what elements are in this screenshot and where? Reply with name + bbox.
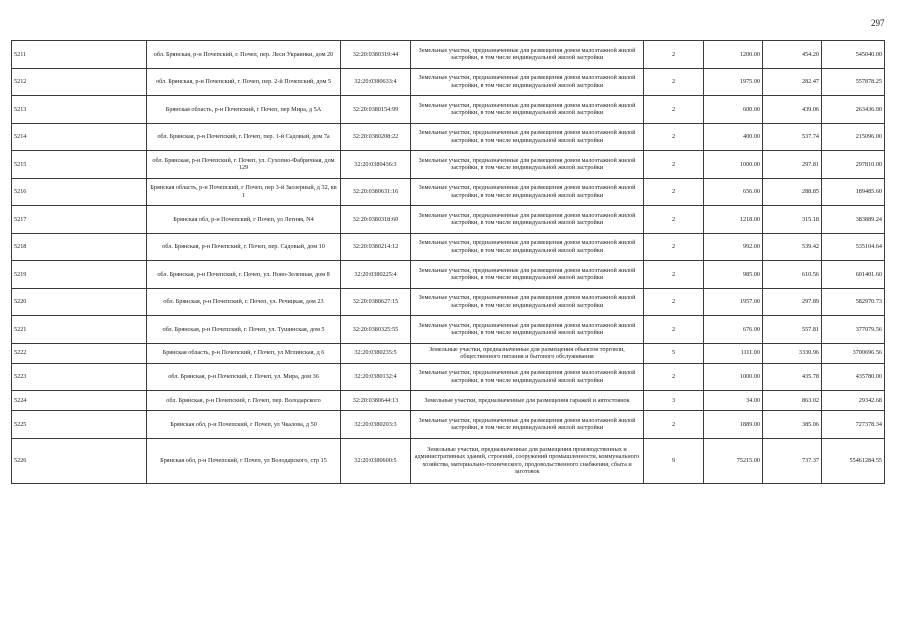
row-unit-value: 282.47 — [763, 68, 822, 96]
row-area: 1957.00 — [704, 288, 763, 316]
row-group: 2 — [644, 41, 704, 69]
row-id: 5221 — [12, 316, 147, 344]
table-row — [12, 363, 885, 391]
row-group: 3 — [644, 391, 704, 411]
row-address: обл. Брянская, р-н Почепский, г. Почеп, ул. Мира, дом 36 — [147, 363, 341, 391]
row-land-use: Земельные участки, предназначенные для размещения домов малоэтажной жилой застройки, в том числе индивидуальной жилой застройки — [411, 41, 644, 69]
row-address: Брянская область, р-н Почепский, г Почеп, ул Мглинская, д 6 — [147, 343, 341, 363]
table-row — [12, 233, 885, 261]
row-land-use: Земельные участки, предназначенные для размещения домов малоэтажной жилой застройки, в том числе индивидуальной жилой застройки — [411, 123, 644, 151]
row-id: 5222 — [12, 343, 147, 363]
row-cadastral-value: 383889.24 — [822, 206, 885, 234]
row-id: 5215 — [12, 151, 147, 179]
row-unit-value: 737.37 — [763, 438, 822, 483]
row-land-use: Земельные участки, предназначенные для размещения домов малоэтажной жилой застройки, в том числе индивидуальной жилой застройки — [411, 96, 644, 124]
row-id: 5212 — [12, 68, 147, 96]
row-group: 2 — [644, 316, 704, 344]
row-cadastral-number: 32:20:0380627:15 — [341, 288, 411, 316]
row-cadastral-value: 297810.00 — [822, 151, 885, 179]
row-unit-value: 297.89 — [763, 288, 822, 316]
table-row — [12, 411, 885, 439]
row-unit-value: 3330.96 — [763, 343, 822, 363]
row-id: 5220 — [12, 288, 147, 316]
table-row — [12, 206, 885, 234]
row-area: 34.00 — [704, 391, 763, 411]
row-group: 2 — [644, 288, 704, 316]
row-group: 2 — [644, 96, 704, 124]
row-area: 1975.00 — [704, 68, 763, 96]
row-group: 9 — [644, 438, 704, 483]
row-address: Брянская обл, р-н Почепский, г Почеп, ул Летняя, N4 — [147, 206, 341, 234]
row-cadastral-number: 32:20:0380600:5 — [341, 438, 411, 483]
row-cadastral-value: 557878.25 — [822, 68, 885, 96]
row-unit-value: 454.20 — [763, 41, 822, 69]
table-row — [12, 41, 885, 69]
row-cadastral-value: 601401.60 — [822, 261, 885, 289]
row-unit-value: 315.18 — [763, 206, 822, 234]
row-cadastral-number: 32:20:0380325:55 — [341, 316, 411, 344]
row-cadastral-number: 32:20:0380436:3 — [341, 151, 411, 179]
row-cadastral-number: 32:20:0380225:4 — [341, 261, 411, 289]
row-land-use: Земельные участки, предназначенные для размещения домов малоэтажной жилой застройки, в том числе индивидуальной жилой застройки — [411, 178, 644, 206]
row-cadastral-value: 435780.00 — [822, 363, 885, 391]
row-address: обл. Брянская, р-н Почепский, г. Почеп, пер. 2-й Почепский, дом 5 — [147, 68, 341, 96]
row-cadastral-value: 55461284.55 — [822, 438, 885, 483]
row-area: 1200.00 — [704, 41, 763, 69]
row-cadastral-value: 189485.60 — [822, 178, 885, 206]
row-unit-value: 537.74 — [763, 123, 822, 151]
table-row — [12, 151, 885, 179]
row-area: 1000.00 — [704, 363, 763, 391]
row-cadastral-value: 727378.34 — [822, 411, 885, 439]
row-group: 2 — [644, 411, 704, 439]
row-area: 992.00 — [704, 233, 763, 261]
row-land-use: Земельные участки, предназначенные для размещения домов малоэтажной жилой застройки, в том числе индивидуальной жилой застройки — [411, 316, 644, 344]
page-number: 297 — [871, 18, 885, 28]
row-area: 656.00 — [704, 178, 763, 206]
row-area: 75215.00 — [704, 438, 763, 483]
row-area: 1218.00 — [704, 206, 763, 234]
row-address: обл. Брянская, р-н Почепский, г. Почеп, пер. 1-й Садовый, дом 7а — [147, 123, 341, 151]
row-unit-value: 288.85 — [763, 178, 822, 206]
row-cadastral-value: 3700696.56 — [822, 343, 885, 363]
row-land-use: Земельные участки, предназначенные для размещения домов малоэтажной жилой застройки, в том числе индивидуальной жилой застройки — [411, 206, 644, 234]
row-address: Брянская обл, р-н Почепский, г Почеп, ул Чкалова, д 50 — [147, 411, 341, 439]
row-unit-value: 539.42 — [763, 233, 822, 261]
row-cadastral-number: 32:20:0380319:44 — [341, 41, 411, 69]
row-id: 5216 — [12, 178, 147, 206]
row-id: 5219 — [12, 261, 147, 289]
row-cadastral-number: 32:20:0380633:4 — [341, 68, 411, 96]
row-land-use: Земельные участки, предназначенные для размещения домов малоэтажной жилой застройки, в том числе индивидуальной жилой застройки — [411, 261, 644, 289]
row-id: 5225 — [12, 411, 147, 439]
table-row — [12, 288, 885, 316]
row-cadastral-value: 582970.73 — [822, 288, 885, 316]
row-land-use: Земельные участки, предназначенные для размещения производственных и административных зданий, строений, сооружений промышленности, коммунального хозяйства, материально-технического, продовольственного снабжения, сбыта и заготовок — [411, 438, 644, 483]
row-land-use: Земельные участки, предназначенные для размещения домов малоэтажной жилой застройки, в том числе индивидуальной жилой застройки — [411, 68, 644, 96]
row-area: 1889.00 — [704, 411, 763, 439]
row-cadastral-number: 32:20:0380154:99 — [341, 96, 411, 124]
row-id: 5211 — [12, 41, 147, 69]
row-id: 5217 — [12, 206, 147, 234]
row-land-use: Земельные участки, предназначенные для размещения домов малоэтажной жилой застройки, в том числе индивидуальной жилой застройки — [411, 233, 644, 261]
row-cadastral-value: 377079.56 — [822, 316, 885, 344]
row-land-use: Земельные участки, предназначенные для размещения гаражей и автостоянок — [411, 391, 644, 411]
row-address: обл. Брянская, р-н Почепский, г. Почеп, ул. Тушинская, дом 5 — [147, 316, 341, 344]
table-row — [12, 343, 885, 363]
row-address: обл. Брянская, р-н Почепский, г. Почеп, пер. Володарского — [147, 391, 341, 411]
row-cadastral-number: 32:20:0380214:12 — [341, 233, 411, 261]
row-cadastral-number: 32:20:0380203:3 — [341, 411, 411, 439]
table-row — [12, 391, 885, 411]
row-land-use: Земельные участки, предназначенные для размещения домов малоэтажной жилой застройки, в том числе индивидуальной жилой застройки — [411, 288, 644, 316]
row-land-use: Земельные участки, предназначенные для размещения домов малоэтажной жилой застройки, в том числе индивидуальной жилой застройки — [411, 411, 644, 439]
row-group: 5 — [644, 343, 704, 363]
row-group: 2 — [644, 261, 704, 289]
row-id: 5213 — [12, 96, 147, 124]
row-group: 2 — [644, 206, 704, 234]
row-area: 1000.00 — [704, 151, 763, 179]
row-unit-value: 863.02 — [763, 391, 822, 411]
row-address: обл. Брянская, р-н Почепский, г. Почеп, ул. Ново-Зеленная, дом 8 — [147, 261, 341, 289]
row-cadastral-value: 263436.00 — [822, 96, 885, 124]
row-unit-value: 439.06 — [763, 96, 822, 124]
row-id: 5218 — [12, 233, 147, 261]
table-row — [12, 96, 885, 124]
row-land-use: Земельные участки, предназначенные для размещения объектов торговли, общественного питания и бытового обслуживания — [411, 343, 644, 363]
row-unit-value: 297.81 — [763, 151, 822, 179]
row-address: обл. Брянская, р-н Почепский, г. Почеп, пер. Садовый, дом 10 — [147, 233, 341, 261]
row-address: Брянская обл, р-н Почепский, г Почеп, ул Володарского, стр 15 — [147, 438, 341, 483]
row-area: 1111.00 — [704, 343, 763, 363]
row-address: Брянская область, р-н Почепский, г Почеп, пер Мира, д 5А — [147, 96, 341, 124]
row-cadastral-value: 215096.00 — [822, 123, 885, 151]
row-cadastral-number: 32:20:0380235:5 — [341, 343, 411, 363]
row-address: обл. Брянская, р-н Почепский, г. Почеп, пер. Леси Украинки, дом 20 — [147, 41, 341, 69]
row-cadastral-number: 32:20:0380318:60 — [341, 206, 411, 234]
row-land-use: Земельные участки, предназначенные для размещения домов малоэтажной жилой застройки, в том числе индивидуальной жилой застройки — [411, 363, 644, 391]
table-row — [12, 261, 885, 289]
row-group: 2 — [644, 123, 704, 151]
table-row — [12, 123, 885, 151]
row-address: Брянская область, р-н Почепский, г Почеп, пер 3-й Заозерный, д 32, кв 1 — [147, 178, 341, 206]
table-row — [12, 178, 885, 206]
table-row — [12, 316, 885, 344]
row-unit-value: 435.78 — [763, 363, 822, 391]
row-id: 5223 — [12, 363, 147, 391]
table-row — [12, 68, 885, 96]
row-group: 2 — [644, 178, 704, 206]
row-cadastral-number: 32:20:0380644:13 — [341, 391, 411, 411]
row-area: 985.00 — [704, 261, 763, 289]
row-address: обл. Брянская, р-н Почепский, г. Почеп, ул. Речицкая, дом 23 — [147, 288, 341, 316]
row-group: 2 — [644, 233, 704, 261]
row-id: 5214 — [12, 123, 147, 151]
row-id: 5226 — [12, 438, 147, 483]
row-area: 676.00 — [704, 316, 763, 344]
row-group: 2 — [644, 151, 704, 179]
row-unit-value: 610.56 — [763, 261, 822, 289]
row-area: 400.00 — [704, 123, 763, 151]
row-land-use: Земельные участки, предназначенные для размещения домов малоэтажной жилой застройки, в том числе индивидуальной жилой застройки — [411, 151, 644, 179]
row-id: 5224 — [12, 391, 147, 411]
row-unit-value: 385.06 — [763, 411, 822, 439]
row-cadastral-value: 29342.68 — [822, 391, 885, 411]
row-cadastral-number: 32:20:0380631:16 — [341, 178, 411, 206]
row-cadastral-value: 535104.64 — [822, 233, 885, 261]
table-row — [12, 438, 885, 483]
cadastral-registry-table — [11, 40, 885, 484]
row-unit-value: 557.81 — [763, 316, 822, 344]
row-cadastral-value: 545040.00 — [822, 41, 885, 69]
row-area: 600.00 — [704, 96, 763, 124]
row-cadastral-number: 32:20:0380132:4 — [341, 363, 411, 391]
row-address: обл. Брянская, р-н Почепский, г. Почеп, ул. Сухопно-Фабричная, дом 129 — [147, 151, 341, 179]
row-cadastral-number: 32:20:0380208:22 — [341, 123, 411, 151]
row-group: 2 — [644, 68, 704, 96]
row-group: 2 — [644, 363, 704, 391]
